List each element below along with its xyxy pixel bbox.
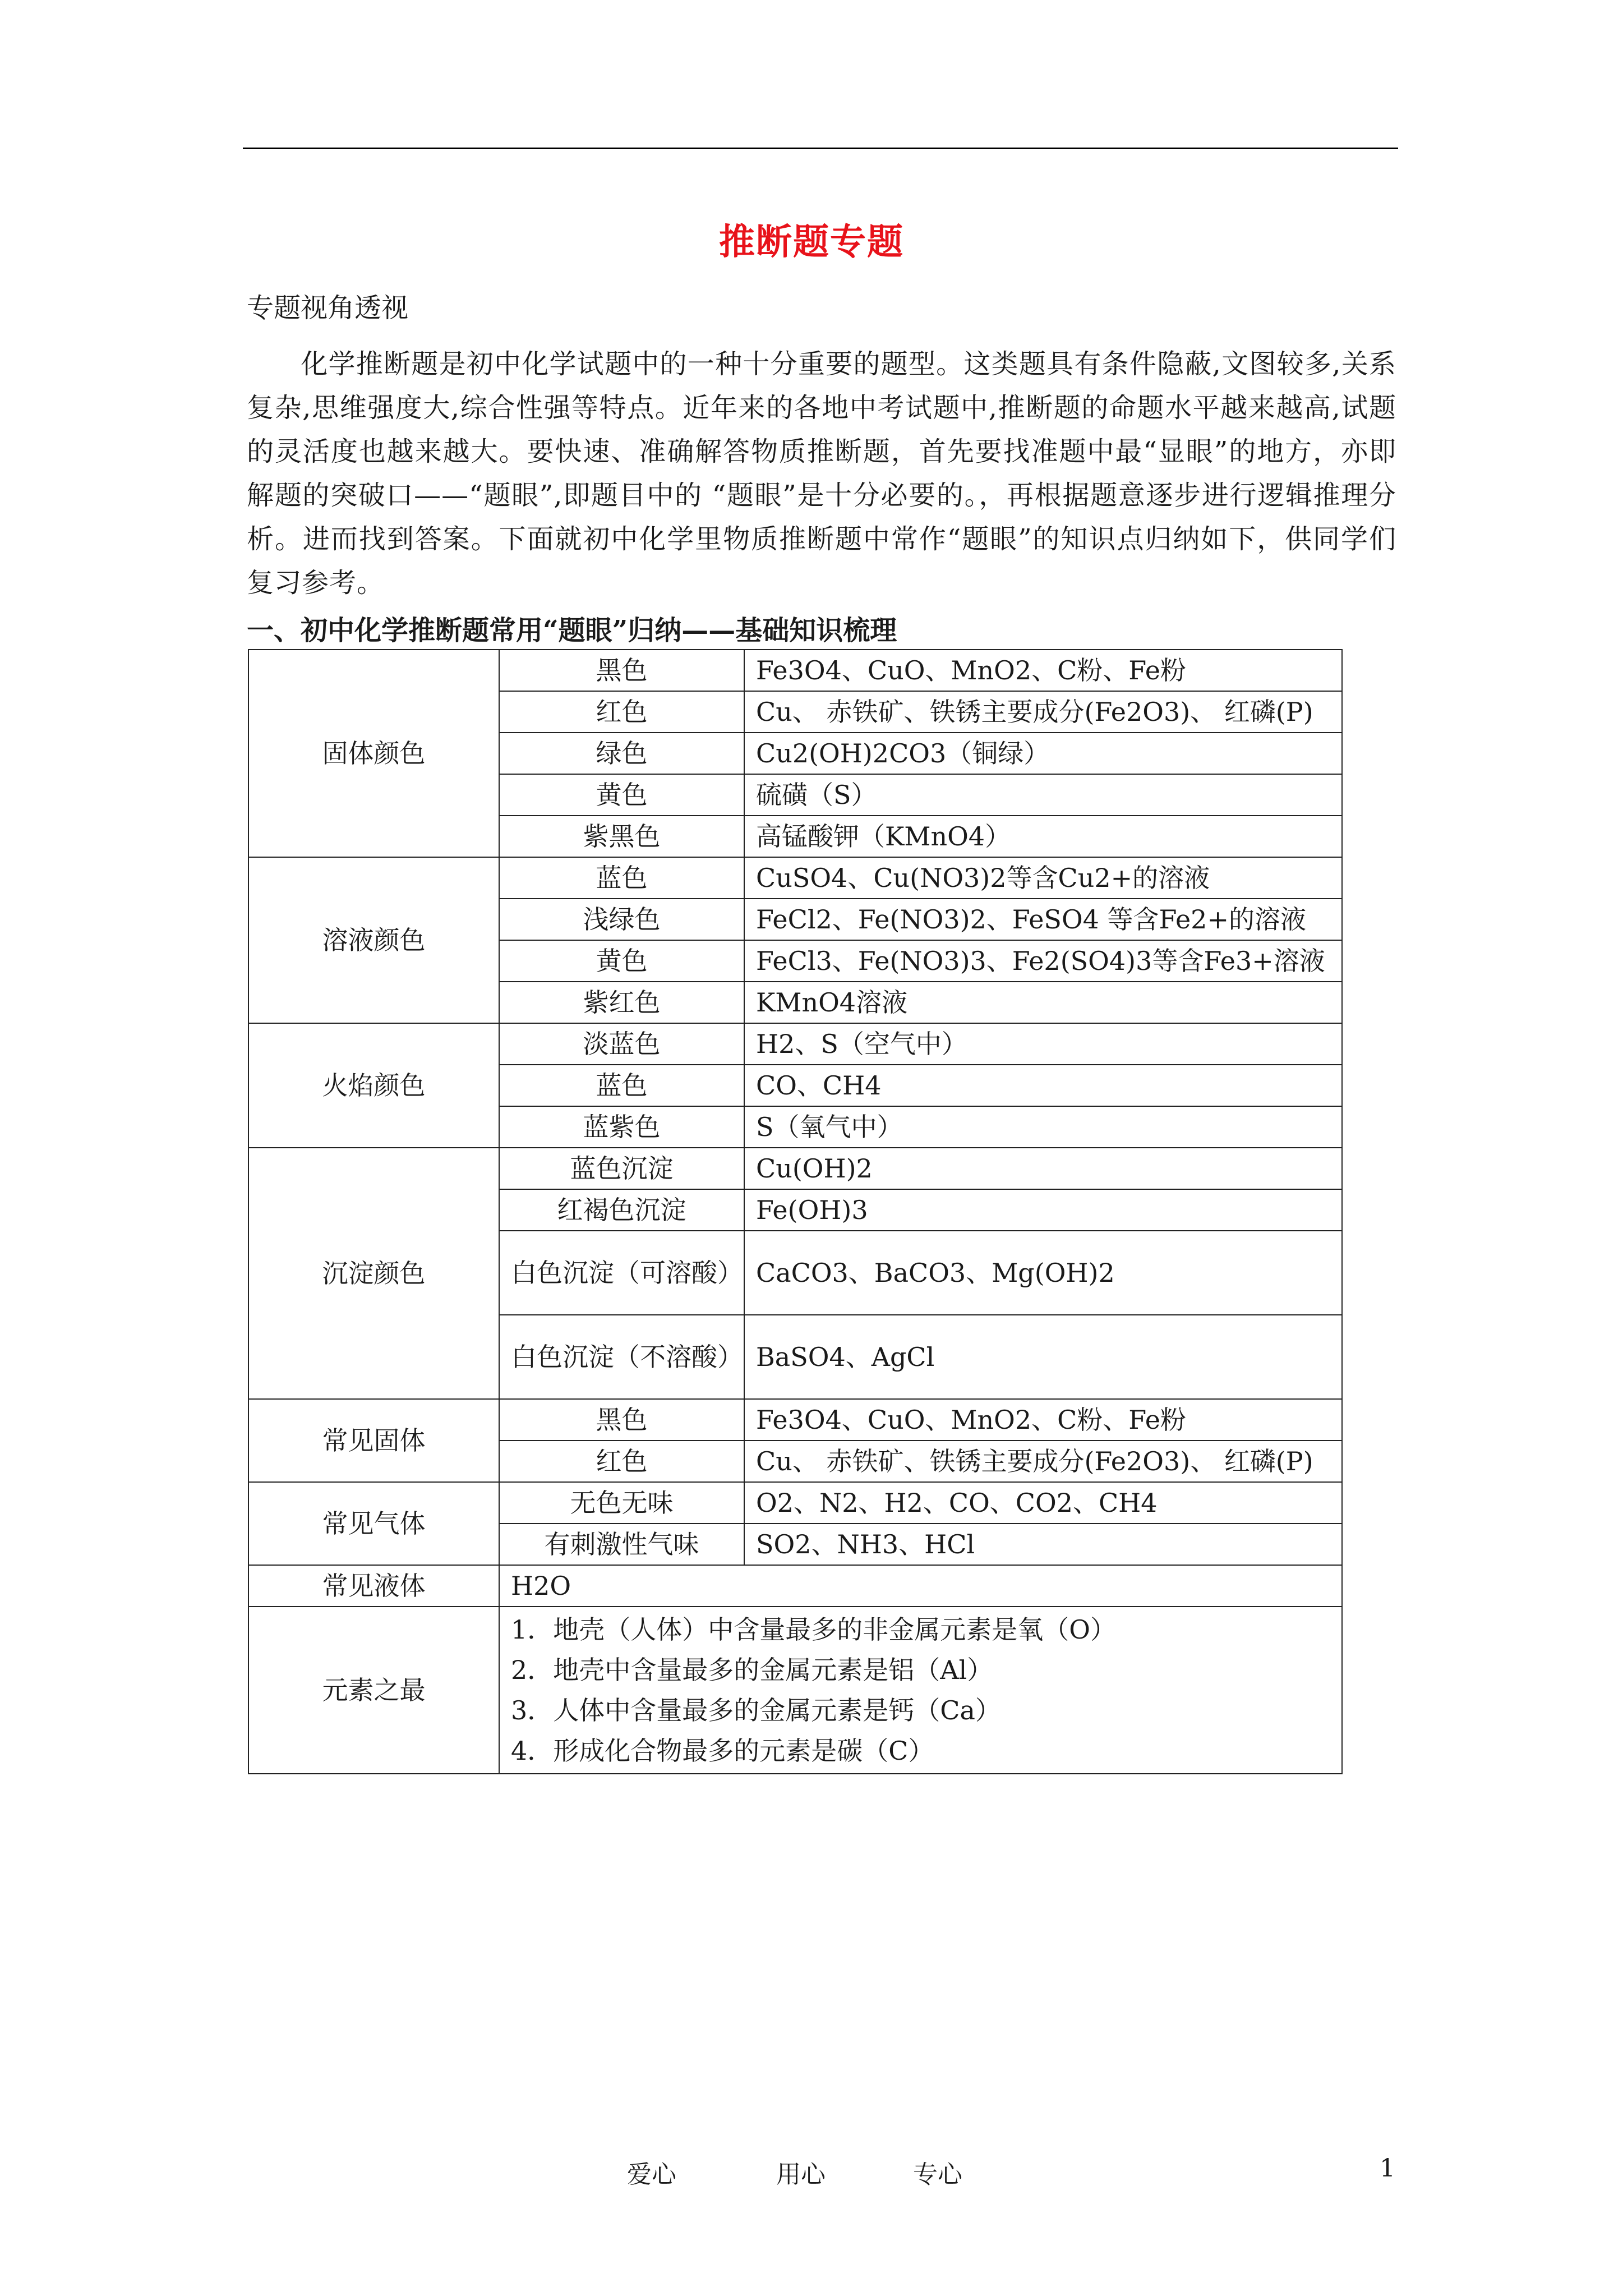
value-cell: Cu、 赤铁矿、铁锈主要成分(Fe2O3)、 红磷(P)	[744, 1441, 1342, 1482]
value-cell: FeCl2、Fe(NO3)2、FeSO4 等含Fe2+的溶液	[744, 899, 1342, 940]
table-row	[248, 857, 1342, 899]
label-cell: 浅绿色	[499, 899, 744, 940]
category-cell: 元素之最	[248, 1607, 499, 1774]
subheading: 专题视角透视	[247, 292, 409, 324]
knowledge-table	[248, 649, 1343, 1774]
value-cell: 硫磺（S）	[744, 774, 1342, 816]
value-cell: S（氧气中）	[744, 1106, 1342, 1148]
label-cell: 蓝色	[499, 1065, 744, 1106]
category-cell: 溶液颜色	[248, 857, 499, 1023]
value-cell: Cu2(OH)2CO3（铜绿）	[744, 733, 1342, 774]
value-cell: CuSO4、Cu(NO3)2等含Cu2+的溶液	[744, 857, 1342, 899]
label-cell: 有刺激性气味	[499, 1524, 744, 1565]
footer-motto-2: 用心	[776, 2160, 826, 2189]
category-cell: 常见固体	[248, 1399, 499, 1482]
element-extremes-list	[499, 1607, 1342, 1774]
label-cell: 绿色	[499, 733, 744, 774]
list-item: 1．地壳（人体）中含量最多的非金属元素是氧（O）	[511, 1614, 1116, 1645]
value-cell: KMnO4溶液	[744, 982, 1342, 1023]
category-cell: 固体颜色	[248, 650, 499, 857]
category-cell: 常见气体	[248, 1482, 499, 1565]
category-cell: 火焰颜色	[248, 1023, 499, 1148]
page-title: 推断题专题	[719, 221, 904, 263]
value-cell: CaCO3、BaCO3、Mg(OH)2	[744, 1231, 1342, 1315]
value-cell: BaSO4、AgCl	[744, 1315, 1342, 1399]
table-row	[248, 1399, 1342, 1441]
table-row	[248, 1148, 1342, 1189]
value-cell: Fe3O4、CuO、MnO2、C粉、Fe粉	[744, 650, 1342, 691]
category-cell: 常见液体	[248, 1565, 499, 1607]
value-cell: FeCl3、Fe(NO3)3、Fe2(SO4)3等含Fe3+溶液	[744, 940, 1342, 982]
list-item: 2．地壳中含量最多的金属元素是铝（Al）	[511, 1655, 993, 1685]
label-cell: 黑色	[499, 650, 744, 691]
list-item: 3．人体中含量最多的金属元素是钙（Ca）	[511, 1695, 1001, 1726]
label-cell: 蓝紫色	[499, 1106, 744, 1148]
label-cell: 黄色	[499, 774, 744, 816]
label-cell: 红褐色沉淀	[499, 1189, 744, 1231]
value-cell: CO、CH4	[744, 1065, 1342, 1106]
value-cell: Fe3O4、CuO、MnO2、C粉、Fe粉	[744, 1399, 1342, 1441]
table-row	[248, 1023, 1342, 1065]
value-cell: O2、N2、H2、CO、CO2、CH4	[744, 1482, 1342, 1524]
intro-text: 化学推断题是初中化学试题中的一种十分重要的题型。这类题具有条件隐蔽,文图较多,关系复杂,思维强度大,综合性强等特点。近年来的各地中考试题中,推断题的命题水平越来越高,试题的灵活度也越来越大。要快速、准确解答物质推断题，首先要找准题中最“显眼”的地方，亦即解题的突破口——“题眼”,即题目中的 “题眼”是十分必要的。，再根据题意逐步进行逻辑推理分析。进而找到答案。下面就初中化学里物质推断题中常作“题眼”的知识点归纳如下，供同学们复习参考。	[247, 348, 1396, 599]
label-cell: 黄色	[499, 940, 744, 982]
table-row	[248, 650, 1342, 691]
value-cell: 高锰酸钾（KMnO4）	[744, 816, 1342, 857]
value-cell: H2O	[499, 1565, 1342, 1607]
label-cell: 蓝色	[499, 857, 744, 899]
value-cell: Fe(OH)3	[744, 1189, 1342, 1231]
value-cell: H2、S（空气中）	[744, 1023, 1342, 1065]
label-cell: 白色沉淀（不溶酸）	[499, 1315, 744, 1399]
label-cell: 白色沉淀（可溶酸）	[499, 1231, 744, 1315]
label-cell: 蓝色沉淀	[499, 1148, 744, 1189]
label-cell: 紫黑色	[499, 816, 744, 857]
footer-motto-1: 爱心	[627, 2160, 676, 2189]
intro-paragraph	[247, 342, 1396, 605]
list-item: 4．形成化合物最多的元素是碳（C）	[511, 1736, 934, 1766]
table-row	[248, 1565, 1342, 1607]
value-cell: Cu、 赤铁矿、铁锈主要成分(Fe2O3)、 红磷(P)	[744, 691, 1342, 733]
page-number: 1	[1380, 2154, 1395, 2183]
value-cell: Cu(OH)2	[744, 1148, 1342, 1189]
section-title: 一、初中化学推断题常用“题眼”归纳——基础知识梳理	[247, 615, 897, 646]
value-cell: SO2、NH3、HCl	[744, 1524, 1342, 1565]
label-cell: 紫红色	[499, 982, 744, 1023]
label-cell: 淡蓝色	[499, 1023, 744, 1065]
table-row	[248, 1482, 1342, 1524]
label-cell: 红色	[499, 691, 744, 733]
label-cell: 黑色	[499, 1399, 744, 1441]
table-row	[248, 1607, 1342, 1774]
header-rule	[243, 148, 1398, 149]
category-cell: 沉淀颜色	[248, 1148, 499, 1399]
footer-motto-3: 专心	[913, 2160, 962, 2189]
label-cell: 无色无味	[499, 1482, 744, 1524]
label-cell: 红色	[499, 1441, 744, 1482]
